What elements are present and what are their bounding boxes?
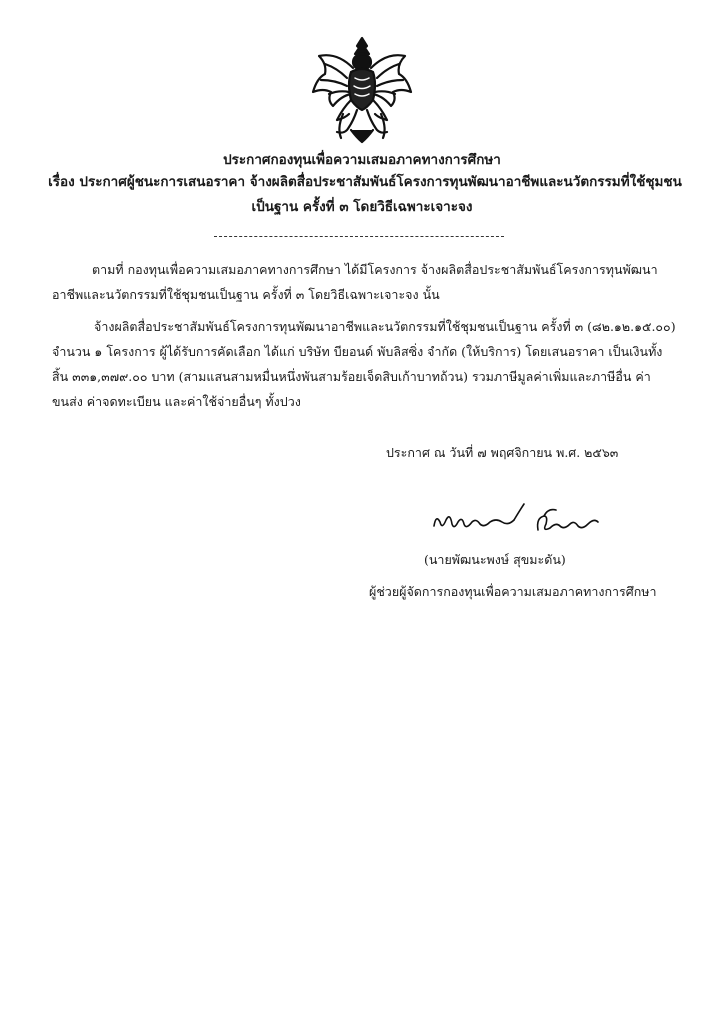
announcement-subject xyxy=(40,172,690,192)
paragraph-1-line-1-text: ตามที่ กองทุนเพื่อความเสมอภาคทางการศึกษา ได้มีโครงการ จ้างผลิตสื่อประชาสัมพันธ์โครงการทุนพัฒนา xyxy=(92,262,658,277)
paragraph-1-line-1 xyxy=(92,259,658,280)
paragraph-2-line-3 xyxy=(52,366,651,387)
garuda-emblem-icon xyxy=(307,34,417,146)
paragraph-2-line-1 xyxy=(94,316,676,337)
announcement-title xyxy=(60,150,664,170)
paragraph-2-line-4 xyxy=(52,391,612,412)
paragraph-1-line-2 xyxy=(52,284,612,305)
paragraph-2-line-2 xyxy=(52,341,663,362)
header-divider xyxy=(214,236,504,237)
announcement-subject-cont xyxy=(60,197,664,217)
paragraph-2-line-4-text: ขนส่ง ค่าจดทะเบียน และค่าใช้จ่ายอื่นๆ ทั้งปวง xyxy=(52,394,301,409)
announcement-subject-cont-text: เป็นฐาน ครั้งที่ ๓ โดยวิธีเฉพาะเจาะจง xyxy=(251,199,473,215)
signer-name: (นายพัฒนะพงษ์ สุขมะดัน) xyxy=(424,552,566,567)
announcement-title-text: ประกาศกองทุนเพื่อความเสมอภาคทางการศึกษา xyxy=(223,152,501,168)
paragraph-2-line-3-text: สิ้น ๓๓๑,๓๗๙.๐๐ บาท (สามแสนสามหมื่นหนึ่งพันสามร้อยเจ็ดสิบเก้าบาทถ้วน) รวมภาษีมูลค่าเพิ่มและภาษีอื่น ค่า xyxy=(52,369,651,384)
signature-image xyxy=(428,500,604,540)
paragraph-2-line-1-text: จ้างผลิตสื่อประชาสัมพันธ์โครงการทุนพัฒนาอาชีพและนวัตกรรมที่ใช้ชุมชนเป็นฐาน ครั้งที่ ๓ (๘๒.๑๒.๑๕.๐๐) xyxy=(94,319,676,334)
paragraph-2-line-2-text: จำนวน ๑ โครงการ ผู้ได้รับการคัดเลือก ได้แก่ บริษัท บียอนด์ พับลิสซิ่ง จำกัด (ให้บริการ) โดยเสนอราคา เป็นเงินทั้ง xyxy=(52,344,663,359)
announcement-subject-text: เรื่อง ประกาศผู้ชนะการเสนอราคา จ้างผลิตสื่อประชาสัมพันธ์โครงการทุนพัฒนาอาชีพและนวัตกรรมที่ใช้ชุมชน xyxy=(48,174,682,190)
paragraph-1-line-2-text: อาชีพและนวัตกรรมที่ใช้ชุมชนเป็นฐาน ครั้งที่ ๓ โดยวิธีเฉพาะเจาะจง นั้น xyxy=(52,287,440,302)
signer-title: ผู้ช่วยผู้จัดการกองทุนเพื่อความเสมอภาคทางการศึกษา xyxy=(369,584,657,599)
announcement-date: ประกาศ ณ วันที่ ๗ พฤศจิกายน พ.ศ. ๒๕๖๓ xyxy=(386,445,619,460)
